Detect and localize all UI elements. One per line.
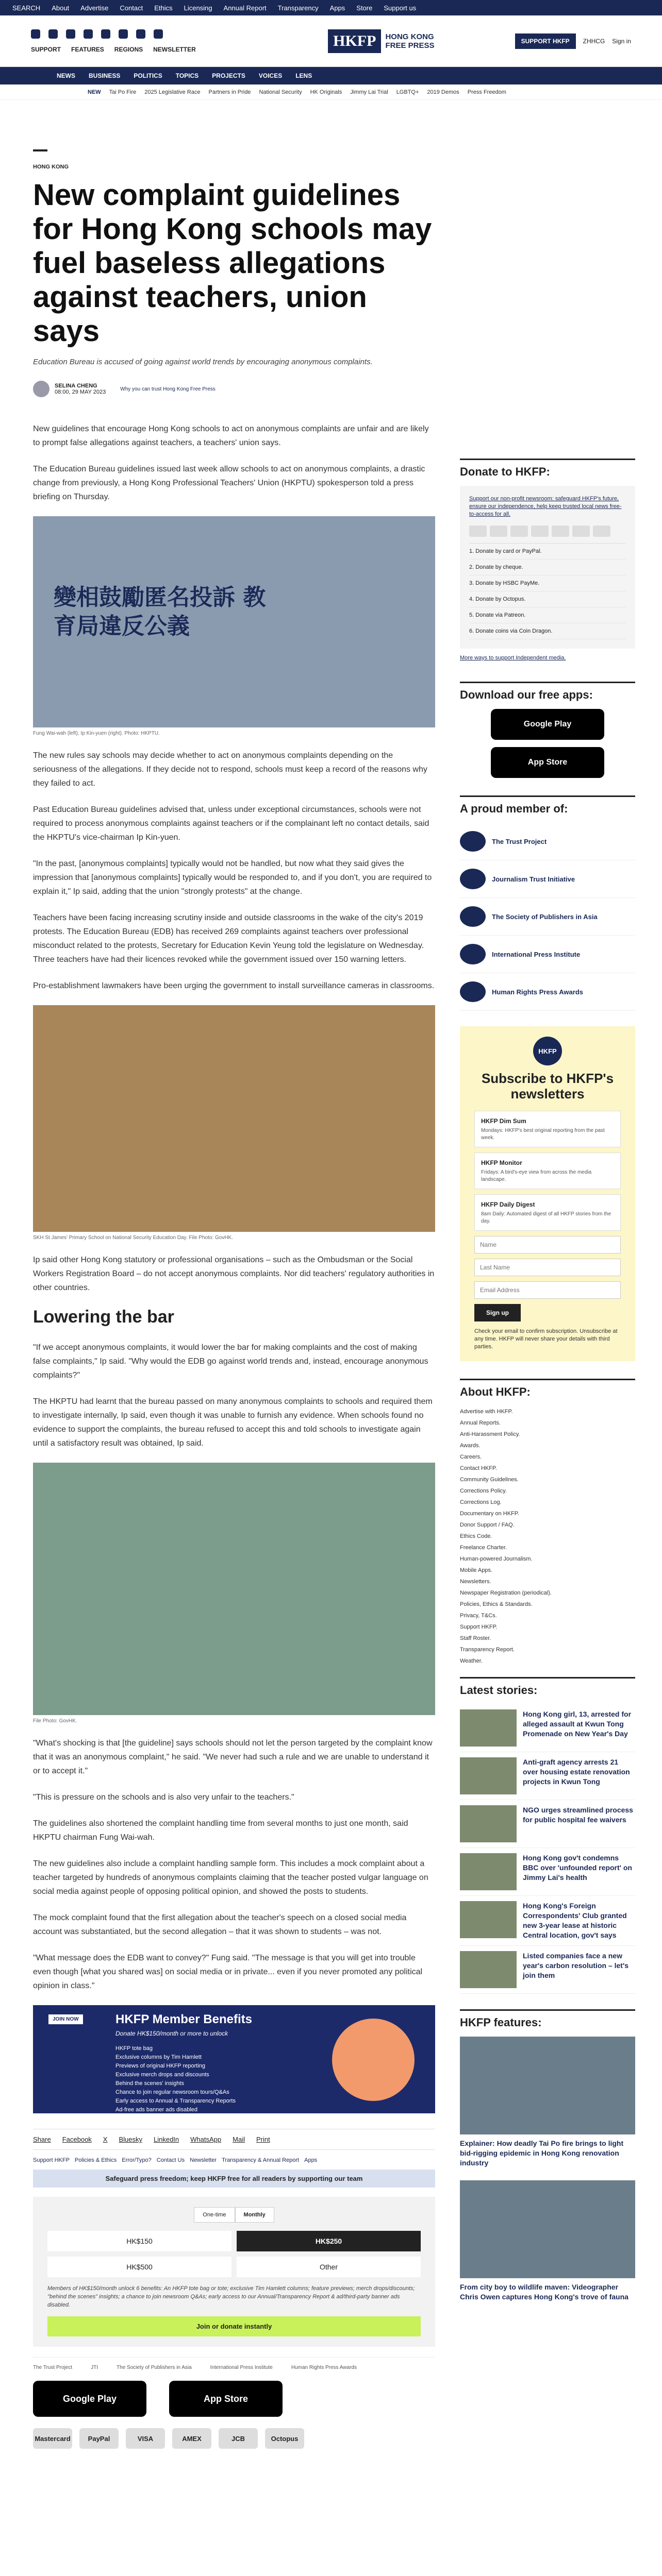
footer-link[interactable]: Error/Typo? — [122, 2157, 152, 2163]
about-link[interactable]: Policies, Ethics & Standards. — [460, 1601, 533, 1607]
about-link[interactable]: Documentary on HKFP. — [460, 1511, 519, 1517]
utility-link[interactable]: Support us — [384, 4, 417, 12]
perk-list — [115, 2044, 236, 2114]
card-logo: VISA — [126, 2428, 165, 2449]
card-logo: Octopus — [265, 2428, 304, 2449]
masthead — [0, 15, 662, 67]
logo-line-2: FREE PRESS — [385, 41, 435, 50]
author-avatar — [33, 381, 49, 397]
donate-text[interactable]: Support our non-profit newsroom: safeguard HKFP's future, ensure our independence, help keep trusted local news free-to-access for all. — [469, 496, 622, 517]
share-whatsapp[interactable]: WhatsApp — [190, 2136, 222, 2143]
article-title: New complaint guidelines for Hong Kong schools may fuel baseless allegations against teachers, union says — [33, 178, 432, 348]
card-logo: AMEX — [172, 2428, 211, 2449]
share-linkedin[interactable]: LinkedIn — [154, 2136, 179, 2143]
footer-link[interactable]: Policies & Ethics — [74, 2157, 117, 2163]
paragraph: Pro-establishment lawmakers have been urging the government to install surveillance cameras in classrooms. — [33, 981, 435, 990]
newsletter-option[interactable] — [474, 1111, 621, 1147]
share-bluesky[interactable]: Bluesky — [119, 2136, 142, 2143]
story-item[interactable] — [460, 1752, 635, 1800]
article-date: 08:00, 29 MAY 2023 — [55, 389, 106, 395]
paragraph: The new rules say schools may decide whether to act on anonymous complaints depending on the seriousness of the allegations. If they decide not to respond, schools must keep a record of the reasons why they failed to act. — [33, 751, 427, 788]
donate-note: Members of HK$150/month unlock 6 benefits: An HKFP tote bag or tote; exclusive Tim Hamlett columns; feature previews; merch drops/discounts; "behind the scenes" insights; a chance to join newsroom Q&As; early access to our Annual/Transparency Report & ad/third-party banner ads disabled. — [47, 2285, 415, 2308]
donate-method[interactable]: 5. Donate via Patreon. — [469, 607, 626, 623]
section-heading: Lowering the bar — [33, 1307, 174, 1327]
story-item[interactable] — [460, 1704, 635, 1752]
more-ways-link[interactable]: More ways to support Independent media. — [460, 655, 566, 661]
feature-item[interactable] — [460, 2037, 635, 2168]
utility-link[interactable]: Contact — [120, 4, 143, 12]
trending-link[interactable]: Press Freedom — [467, 89, 506, 95]
newsletter-option[interactable] — [474, 1153, 621, 1189]
about-list — [460, 1406, 635, 1667]
payment-icon — [593, 526, 610, 537]
perk-item: Chance to join regular newsroom tours/Q&As — [115, 2089, 229, 2095]
paragraph: "If we accept anonymous complaints, it would lower the bar for making complaints and the cost of making false complaints," Ip said. "Why would the EDB go against world trends and, instead, encourage anonymous complaints?" — [33, 1343, 428, 1380]
about-link[interactable]: Staff Roster. — [460, 1635, 491, 1641]
author-name[interactable]: SELINA CHENG — [55, 383, 97, 389]
newsletter-signup — [460, 1026, 635, 1361]
option-name: HKFP Monitor — [481, 1159, 522, 1166]
perk-item: Exclusive merch drops and discounts — [115, 2072, 209, 2078]
partner-logos — [33, 2357, 435, 2370]
paragraph: "In the past, [anonymous complaints] typically would not be handled, but now what they said gives the impression that [anonymous complaints] typically would be responded to, and if you don't, you are required to explain it," Ip said, adding that the union "strongly protests" at the change. — [33, 859, 432, 896]
utility-link[interactable]: Advertise — [80, 4, 109, 12]
nav-business[interactable]: BUSINESS — [89, 72, 121, 79]
about-link[interactable]: Newsletters. — [460, 1579, 491, 1585]
promo-subtitle: Donate HK$150/month or more to unlock — [115, 2030, 228, 2037]
photo-caption: SKH St James' Primary School on National Security Education Day. File Photo: GovHK. — [33, 1235, 233, 1241]
main-nav — [0, 67, 662, 84]
trust-link[interactable]: Why you can trust Hong Kong Free Press — [120, 386, 216, 392]
donate-widget — [33, 2197, 435, 2347]
trending-link[interactable]: 2025 Legislative Race — [144, 89, 201, 95]
mast-nav-newsletter[interactable]: NEWSLETTER — [153, 45, 196, 53]
donate-method[interactable]: 4. Donate by Octopus. — [469, 591, 626, 607]
donate-box — [460, 486, 635, 649]
payment-icon — [510, 526, 528, 537]
perk-item: Early access to Annual & Transparency Reports — [115, 2098, 236, 2104]
footer-link[interactable]: Contact Us — [156, 2157, 185, 2163]
about-link[interactable]: Anti-Harassment Policy. — [460, 1431, 520, 1437]
partner-logo[interactable]: The Society of Publishers in Asia — [117, 2365, 192, 2370]
freq-monthly[interactable]: Monthly — [235, 2207, 274, 2223]
sidebar-heading: HKFP features: — [460, 2009, 635, 2029]
nav-topics[interactable]: TOPICS — [175, 72, 199, 79]
story-thumbnail — [460, 1757, 517, 1794]
google-play-badge[interactable]: Google Play — [33, 2381, 146, 2417]
utility-link[interactable]: Licensing — [184, 4, 212, 12]
logo-mark: HKFP — [328, 29, 381, 53]
sidebar — [460, 459, 635, 2314]
article-kicker[interactable]: HONG KONG — [33, 164, 69, 170]
about-link[interactable]: Advertise with HKFP. — [460, 1409, 513, 1415]
google-play-badge[interactable]: Google Play — [491, 709, 604, 740]
join-now-badge[interactable]: JOIN NOW — [48, 2014, 83, 2024]
sidebar-heading: Donate to HKFP: — [460, 459, 635, 479]
trending-link[interactable]: National Security — [259, 89, 302, 95]
instagram-icon[interactable] — [66, 29, 75, 39]
about-link[interactable]: Mobile Apps. — [460, 1567, 492, 1573]
perk-item: Exclusive columns by Tim Hamlett — [115, 2054, 202, 2060]
story-title: NGO urges streamlined process for public hospital fee waivers — [523, 1806, 633, 1824]
card-logo: JCB — [219, 2428, 258, 2449]
trending-label: NEW — [88, 89, 101, 95]
trending-link[interactable]: HK Originals — [310, 89, 342, 95]
bluesky-icon[interactable] — [101, 29, 110, 39]
paragraph: New guidelines that encourage Hong Kong schools to act on anonymous complaints are unfair and are likely to prompt false allegations against teachers, a teachers' union says. — [33, 425, 429, 447]
utility-link[interactable]: Ethics — [154, 4, 173, 12]
mast-nav-features[interactable]: FEATURES — [71, 45, 104, 53]
story-thumbnail — [460, 1853, 517, 1890]
member-logo — [460, 831, 486, 852]
paragraph: The guidelines also shortened the complaint handling time from several months to just one month, said HKPTU chairman Fung Wai-wah. — [33, 1819, 408, 1842]
footer-link[interactable]: Newsletter — [190, 2157, 217, 2163]
paragraph: Past Education Bureau guidelines advised that, unless under exceptional circumstances, schools were not required to process anonymous complaints against teachers or if the complainant left no contact details, said the HKPTU's vice-chairman Ip Kin-yuen. — [33, 805, 429, 842]
story-title: Listed companies face a new year's carbon resolution – let's join them — [523, 1952, 629, 1979]
perk-item: Behind the scenes' insights — [115, 2080, 184, 2087]
freq-one-time[interactable]: One-time — [194, 2207, 235, 2223]
amount-option[interactable]: HK$150 — [47, 2231, 231, 2251]
story-thumbnail — [460, 1709, 517, 1747]
name-field[interactable] — [474, 1236, 621, 1253]
story-item[interactable] — [460, 1946, 635, 1994]
about-link[interactable]: Newspaper Registration (periodical). — [460, 1590, 552, 1596]
about-link[interactable]: Human-powered Journalism. — [460, 1556, 533, 1562]
about-link[interactable]: Annual Reports. — [460, 1420, 501, 1426]
member-logo — [460, 944, 486, 964]
about-link[interactable]: Corrections Policy. — [460, 1488, 507, 1494]
donate-method[interactable]: 2. Donate by cheque. — [469, 560, 626, 575]
article — [33, 149, 435, 2449]
member-name: International Press Institute — [492, 950, 581, 958]
perk-item: HKFP tote bag — [115, 2045, 153, 2052]
card-logo: Mastercard — [33, 2428, 72, 2449]
feature-item[interactable] — [460, 2180, 635, 2302]
utility-link[interactable]: Store — [356, 4, 373, 12]
feature-image — [460, 2180, 635, 2278]
member-name: Human Rights Press Awards — [492, 988, 583, 996]
member-org[interactable] — [460, 973, 635, 1011]
about-link[interactable]: Support HKFP. — [460, 1624, 498, 1630]
about-link[interactable]: Weather. — [460, 1658, 483, 1664]
about-link[interactable]: Privacy, T&Cs. — [460, 1613, 497, 1619]
about-link[interactable]: Awards. — [460, 1443, 481, 1449]
member-logo — [460, 869, 486, 889]
story-title: Hong Kong gov't condemns BBC over 'unfounded report' on Jimmy Lai's health — [523, 1854, 632, 1882]
partner-logo[interactable]: Human Rights Press Awards — [291, 2365, 357, 2370]
perk-item: Ad-free ads banner ads disabled — [115, 2107, 197, 2113]
mascot-image — [332, 2019, 415, 2101]
nav-voices[interactable]: VOICES — [258, 72, 283, 79]
promo-title: HKFP Member Benefits — [115, 2012, 252, 2026]
story-title: Hong Kong girl, 13, arrested for alleged assault at Kwun Tong Promenade on New Year's Day — [523, 1710, 632, 1738]
x-icon[interactable] — [48, 29, 58, 39]
story-thumbnail — [460, 1951, 517, 1988]
newsletter-title: Subscribe to HKFP's newsletters — [481, 1071, 614, 1101]
paragraph: "This is pressure on the schools and is also very unfair to the teachers." — [33, 1793, 294, 1802]
option-name: HKFP Dim Sum — [481, 1117, 526, 1125]
sidebar-heading: A proud member of: — [460, 795, 635, 816]
option-desc: Fridays: A bird's-eye view from across the media landscape. — [481, 1170, 592, 1182]
share-bar — [33, 2129, 435, 2150]
trending-link[interactable]: Jimmy Lai Trial — [350, 89, 388, 95]
youtube-icon[interactable] — [119, 29, 128, 39]
member-org[interactable] — [460, 823, 635, 860]
member-org[interactable] — [460, 936, 635, 973]
nav-news[interactable]: NEWS — [57, 72, 75, 79]
payment-icon — [531, 526, 549, 537]
partner-logo[interactable]: JTI — [91, 2365, 98, 2370]
share-label: Share — [33, 2136, 51, 2143]
safeguard-banner[interactable]: Safeguard press freedom; keep HKFP free for all readers by supporting our team — [33, 2170, 435, 2188]
payment-icons — [469, 526, 626, 537]
feature-image — [460, 2037, 635, 2134]
facebook-icon[interactable] — [31, 29, 40, 39]
trending-link[interactable]: 2019 Demos — [427, 89, 459, 95]
logo-line-1: HONG KONG — [385, 32, 434, 41]
social-icons — [31, 29, 247, 39]
member-org[interactable] — [460, 860, 635, 898]
footer-link[interactable]: Transparency & Annual Report — [222, 2157, 300, 2163]
about-link[interactable]: Freelance Charter. — [460, 1545, 507, 1551]
photo-caption: File Photo: GovHK. — [33, 1718, 77, 1724]
perk-item: Previews of original HKFP reporting — [115, 2063, 206, 2069]
trending-bar — [0, 84, 662, 100]
nav-politics[interactable]: POLITICS — [134, 72, 162, 79]
footer-links — [33, 2157, 435, 2163]
member-logo — [460, 906, 486, 927]
utility-link[interactable]: Transparency — [277, 4, 319, 12]
telegram-icon[interactable] — [154, 29, 163, 39]
sidebar-heading: Latest stories: — [460, 1677, 635, 1697]
story-item[interactable] — [460, 1800, 635, 1848]
paragraph: The mock complaint found that the first allegation about the teacher's speech on a closed social media account was substantiated, but the second allegation – that it was shown to students – was not. — [33, 1913, 407, 1936]
paragraph: Teachers have been facing increasing scrutiny inside and outside classrooms in the wake of the city's 2019 protests. The Education Bureau (EDB) has received 269 complaints against teachers over professional misconduct related to the protests, Secretary for Education Kevin Yeung told the legislature on Wednesday. Three teachers have had their licences revoked while the government issued over 150 warning letters. — [33, 913, 424, 964]
payment-icon — [552, 526, 569, 537]
payment-icon — [490, 526, 507, 537]
hkfp-logo-icon: HKFP — [533, 1037, 562, 1065]
story-item[interactable] — [460, 1848, 635, 1896]
about-link[interactable]: Contact HKFP. — [460, 1465, 497, 1471]
option-desc: 8am Daily: Automated digest of all HKFP stories from the day. — [481, 1211, 611, 1224]
story-item[interactable] — [460, 1896, 635, 1946]
option-desc: Mondays: HKFP's best original reporting from the past week. — [481, 1128, 605, 1141]
app-store-badges — [33, 2381, 435, 2417]
paragraph: The new guidelines also include a complaint handling sample form. This includes a mock complaint about a teacher targeted by hundreds of anonymous complaints claiming that the teacher posted vulgar language on social media against people of opposing political opinion, and showed the posts to students. — [33, 1859, 428, 1896]
paragraph: Ip said other Hong Kong statutory or professional organisations – such as the Ombudsman or the Social Workers Registration Board – do not accept anonymous complaints. Nor did teachers' regulatory authorities in other countries. — [33, 1256, 435, 1292]
site-logo[interactable] — [328, 29, 434, 53]
story-title: Anti-graft agency arrests 21 over housing estate renovation projects in Kwun Tong — [523, 1758, 630, 1786]
donate-method[interactable]: 1. Donate by card or PayPal. — [469, 544, 626, 560]
paragraph: "What's shocking is that [the guideline] says schools should not let the person targeted by the complaint know that it was an anonymous complaint," he said. "We never had such a rule and we are unable to understand it or to accept it." — [33, 1739, 433, 1775]
byline — [33, 381, 435, 397]
utility-bar — [0, 0, 662, 15]
mast-nav-regions[interactable]: REGIONS — [114, 45, 143, 53]
newsletter-note: Check your email to confirm subscription. Unsubscribe at any time. HKFP will never share your details with third parties. — [474, 1328, 618, 1350]
article-subtitle: Education Bureau is accused of going against world trends by encouraging anonymous complaints. — [33, 358, 373, 366]
payment-cards — [33, 2428, 435, 2449]
about-link[interactable]: Donor Support / FAQ. — [460, 1522, 515, 1528]
footer-link[interactable]: Apps — [304, 2157, 318, 2163]
share-print[interactable]: Print — [256, 2136, 270, 2143]
member-org[interactable] — [460, 898, 635, 936]
article-photo — [33, 1463, 435, 1715]
search-link[interactable]: SEARCH — [12, 4, 41, 12]
paragraph: The HKPTU had learnt that the bureau passed on many anonymous complaints to schools and required them to investigate internally, Ip said, even though it was unable to furnish any evidence. When schools found no evidence to support the complaints, the bureau refused to accept this and told schools to investigate again until a satisfactory result was obtained, Ip said. — [33, 1397, 433, 1448]
utility-link[interactable]: Annual Report — [223, 4, 267, 12]
feature-title: Explainer: How deadly Tai Po fire brings to light bid-rigging epidemic in Hong Kong renovation industry — [460, 2139, 624, 2167]
app-store-badge[interactable]: App Store — [169, 2381, 283, 2417]
nav-lens[interactable]: LENS — [295, 72, 312, 79]
member-logo — [460, 981, 486, 1002]
share-facebook[interactable]: Facebook — [62, 2136, 92, 2143]
amount-option[interactable]: Other — [237, 2257, 421, 2277]
member-benefits-banner[interactable] — [33, 2005, 435, 2113]
trending-link[interactable]: Partners in Pride — [208, 89, 251, 95]
share-x[interactable]: X — [103, 2136, 108, 2143]
partner-logo[interactable]: International Press Institute — [210, 2365, 273, 2370]
trending-link[interactable]: Tai Po Fire — [109, 89, 137, 95]
mail-icon[interactable] — [136, 29, 145, 39]
story-thumbnail — [460, 1805, 517, 1842]
divider — [33, 149, 47, 151]
option-name: HKFP Daily Digest — [481, 1201, 535, 1208]
article-photo — [33, 516, 435, 727]
utility-link[interactable]: About — [52, 4, 70, 12]
member-name: The Society of Publishers in Asia — [492, 912, 598, 921]
threads-icon[interactable] — [84, 29, 93, 39]
donate-method[interactable]: 3. Donate by HSBC PayMe. — [469, 575, 626, 591]
sidebar-heading: About HKFP: — [460, 1379, 635, 1399]
signin-link[interactable]: Sign in — [612, 37, 631, 45]
support-button[interactable]: SUPPORT HKFP — [515, 33, 576, 49]
app-store-badge[interactable]: App Store — [491, 747, 604, 778]
article-photo — [33, 1005, 435, 1232]
signup-button[interactable]: Sign up — [474, 1304, 521, 1321]
email-field[interactable] — [474, 1281, 621, 1299]
share-mail[interactable]: Mail — [233, 2136, 245, 2143]
last-name-field[interactable] — [474, 1259, 621, 1276]
footer-link[interactable]: Support HKFP — [33, 2157, 70, 2163]
newsletter-option[interactable] — [474, 1194, 621, 1231]
paragraph: The Education Bureau guidelines issued last week allow schools to act on anonymous complaints, a drastic change from previously, a Hong Kong Professional Teachers' Union (HKPTU) spokesperson told a press briefing on Thursday. — [33, 465, 425, 501]
latest-stories — [460, 1704, 635, 1994]
about-link[interactable]: Transparency Report. — [460, 1647, 515, 1653]
feature-title: From city boy to wildlife maven: Videographer Chris Owen captures Hong Kong's trove of fauna — [460, 2283, 628, 2301]
mast-nav-support[interactable]: SUPPORT — [31, 45, 61, 53]
photo-sign-text: 變相鼓勵匿名投訴 教育局違反公義 — [54, 584, 266, 639]
story-thumbnail — [460, 1901, 517, 1938]
about-link[interactable]: Community Guidelines. — [460, 1477, 519, 1483]
member-name: Journalism Trust Initiative — [492, 875, 575, 883]
member-name: The Trust Project — [492, 837, 547, 845]
partner-logo[interactable]: The Trust Project — [33, 2365, 73, 2370]
nav-projects[interactable]: PROJECTS — [212, 72, 245, 79]
donate-method[interactable]: 6. Donate coins via Coin Dragon. — [469, 623, 626, 639]
amount-option[interactable]: HK$500 — [47, 2257, 231, 2277]
trending-link[interactable]: LGBTQ+ — [396, 89, 419, 95]
about-link[interactable]: Careers. — [460, 1454, 482, 1460]
donate-button[interactable]: Join or donate instantly — [47, 2316, 421, 2336]
utility-link[interactable]: Apps — [329, 4, 345, 12]
payment-icon — [469, 526, 487, 537]
paragraph: "What message does the EDB want to convey?" Fung said. "The message is that you will get into trouble even though [what you shared was] on social media or in private... even if you never promoted any political opinion in class." — [33, 1954, 423, 1990]
language-switch[interactable]: ZHHCG — [583, 37, 605, 45]
story-title: Hong Kong's Foreign Correspondents' Club granted new 3-year lease at historic Central location, gov't says — [523, 1902, 627, 1939]
amount-option-selected[interactable]: HK$250 — [237, 2231, 421, 2251]
about-link[interactable]: Corrections Log. — [460, 1499, 502, 1505]
payment-icon — [572, 526, 590, 537]
about-link[interactable]: Ethics Code. — [460, 1533, 492, 1539]
donate-methods — [469, 543, 626, 639]
card-logo: PayPal — [79, 2428, 119, 2449]
sidebar-heading: Download our free apps: — [460, 682, 635, 702]
photo-caption: Fung Wai-wah (left), Ip Kin-yuen (right). Photo: HKPTU. — [33, 731, 160, 736]
